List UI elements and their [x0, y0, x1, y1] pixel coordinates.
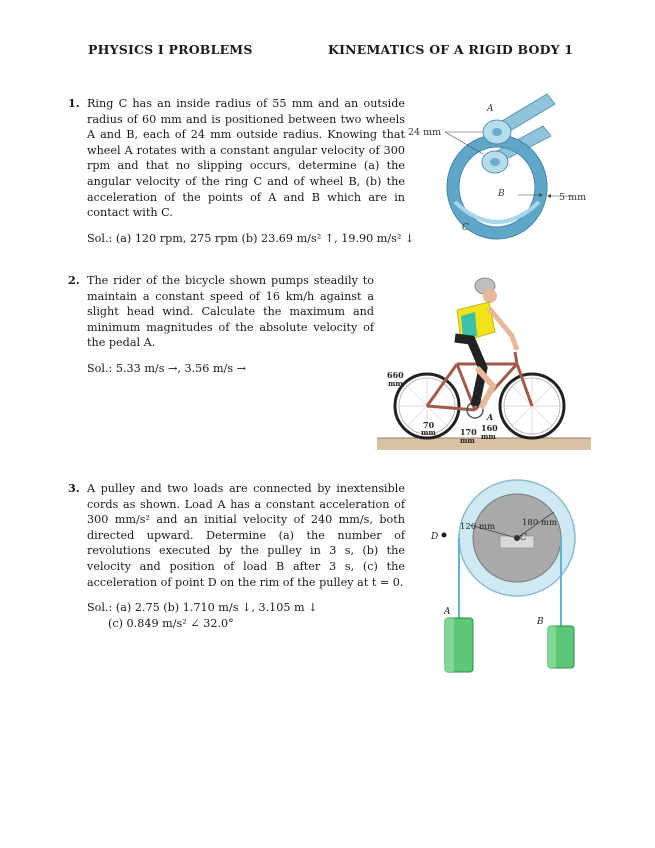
- dim-170-unit: mm: [460, 436, 475, 445]
- label-c: C: [520, 533, 527, 543]
- label-180mm: 180 mm: [522, 518, 558, 528]
- bicycle-figure: [377, 272, 591, 450]
- problem-3-number: 3.: [68, 481, 80, 495]
- problem-1-solution: Sol.: (a) 120 rpm, 275 rpm (b) 23.69 m/s² ↑, 19.90 m/s² ↓: [87, 231, 415, 245]
- dim-70: 70: [423, 420, 435, 430]
- point-d-icon: [442, 533, 447, 538]
- label-a: A: [487, 104, 494, 114]
- rider-icon: [455, 278, 517, 408]
- problem-2-solution: Sol.: 5.33 m/s →, 3.56 m/s →: [87, 361, 247, 375]
- label-b: B: [498, 189, 505, 199]
- problem-3-text: A pulley and two loads are connected by inextensible cords as shown. Load A has a constant acceleration of 300 mm/s² and an initial velocity of 240 mm/s, both directed upward. Determine (a) the number of revolutions executed by the pulley in 3 s, (b) the velocity and position of load B after 3 s, (c) the acceleration of point D on the rim of the pulley at t = 0.: [87, 482, 405, 589]
- label-b: B: [537, 617, 544, 627]
- label-24mm: 24 mm: [408, 127, 442, 138]
- problem-2-text: The rider of the bicycle shown pumps steadily to maintain a constant speed of 16 km/h against a slight head wind. Calculate the maximum and minimum magnitudes of the absolute velocity of the pedal A.: [87, 274, 374, 350]
- pulley-figure: [422, 478, 602, 678]
- header-course-title: PHYSICS I PROBLEMS: [88, 42, 253, 57]
- problem-2-number: 2.: [68, 273, 80, 287]
- load-a-icon: [445, 618, 473, 672]
- problem-2: [68, 273, 374, 377]
- problem-3: [68, 481, 405, 631]
- label-c: C: [462, 223, 469, 233]
- label-120mm: 120 mm: [460, 522, 496, 532]
- wheel-b-icon: [482, 151, 508, 173]
- dim-160-unit: mm: [481, 432, 496, 441]
- pedal-label-a: A: [487, 412, 494, 422]
- problem-1-text: Ring C has an inside radius of 55 mm and an outside radius of 60 mm and is positioned between two wheels A and B, each of 24 mm outside radius. Knowing that wheel A rotates with a constant angular velocity of 300 rpm and that no slipping occurs, determine (a) the angular velocity of the ring C and of wheel B, (b) the acceleration of the points of A and B which are in contact with C.: [87, 97, 405, 220]
- load-b-icon: [548, 626, 574, 668]
- dim-170: 170: [460, 427, 477, 437]
- label-d: D: [431, 532, 439, 542]
- label-a: A: [444, 607, 451, 617]
- problem-1: [68, 96, 415, 246]
- ring-wheels-figure: [405, 92, 595, 242]
- header-topic-title: KINEMATICS OF A RIGID BODY 1: [328, 42, 574, 57]
- dim-160: 160: [481, 423, 498, 433]
- problem-3-solution-line1: Sol.: (a) 2.75 (b) 1.710 m/s ↓, 3.105 m ↓: [87, 601, 318, 615]
- dim-660-unit: mm: [388, 379, 403, 388]
- problem-3-solution-line2: (c) 0.849 m/s² ∠ 32.0°: [108, 616, 234, 630]
- problem-1-number: 1.: [68, 96, 80, 110]
- dim-660: 660: [387, 370, 404, 380]
- label-5mm: 5 mm: [559, 192, 587, 203]
- gap-arrowhead-right: [547, 194, 551, 198]
- wheel-a-icon: [483, 120, 511, 144]
- dim-70-unit: mm: [421, 428, 436, 437]
